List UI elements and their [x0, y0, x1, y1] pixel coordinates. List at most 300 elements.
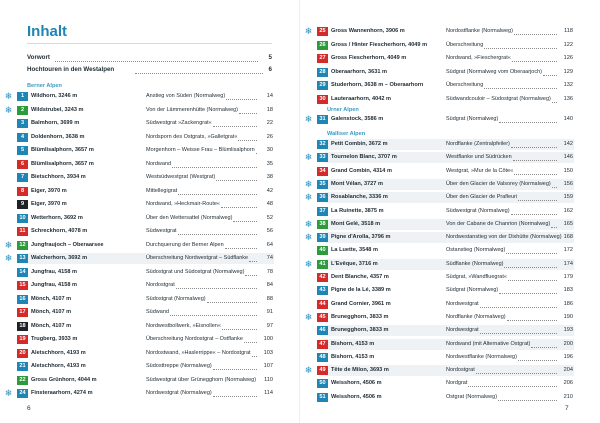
tour-route: Von der Lämmerenhütte (Normalweg)	[146, 106, 239, 113]
tour-route: Südwandcouloir – Südostgrat (Normalweg)	[446, 95, 551, 102]
toc-tour-row[interactable]	[300, 206, 600, 217]
tour-page-number: 165	[563, 220, 573, 227]
toc-tour-row[interactable]	[0, 321, 300, 332]
tour-page-number: 84	[266, 282, 273, 288]
page-number: 7	[565, 405, 569, 412]
toc-label: Vorwort	[27, 54, 50, 61]
leader-dots	[207, 301, 257, 303]
tour-route: Nordostflanke (Normalweg)	[446, 28, 513, 34]
toc-tour-row[interactable]	[300, 365, 600, 376]
tour-name: Gross / Hinter Fiescherhorn, 4049 m	[331, 41, 428, 48]
tour-number-badge: 49	[317, 366, 328, 375]
tour-name: Weisshorn, 4506 m	[331, 393, 382, 400]
leader-dots	[499, 292, 557, 294]
toc-tour-row[interactable]	[300, 219, 600, 230]
tour-route: Ostgrat (Normalweg)	[446, 393, 498, 400]
leader-dots	[480, 306, 557, 308]
tour-page-number: 64	[266, 241, 273, 248]
snowflake-icon: ❄	[304, 152, 313, 163]
tour-name: Mönch, 4107 m	[31, 295, 72, 302]
section-heading-walliser: Walliser Alpen	[327, 131, 366, 137]
tour-number-badge: 46	[317, 326, 328, 335]
tour-name: Weisshorn, 4506 m	[331, 380, 382, 387]
tour-name: Mont Vélan, 3727 m	[331, 180, 383, 187]
leader-dots	[498, 399, 557, 401]
tour-number-badge: 39	[317, 233, 328, 242]
toc-tour-row[interactable]	[300, 259, 600, 270]
tour-route: Morgenhorn – Weisse Frau – Blümlisalphorn	[146, 147, 255, 153]
tour-page-number: 110	[264, 376, 273, 383]
tour-name: Wildhorn, 3246 m	[31, 93, 78, 99]
tour-page-number: 168	[563, 234, 573, 241]
tour-route: Überschreitung Nordostgrat – Ostflanke	[146, 336, 243, 342]
tour-number-badge: 42	[317, 273, 328, 282]
tour-name: Gross Grünhorn, 4044 m	[31, 376, 97, 383]
tour-route: Südwestgrat über Grünegghorn (Normalweg)	[146, 376, 257, 383]
snowflake-icon: ❄	[304, 365, 313, 376]
tour-page-number: 14	[266, 93, 273, 99]
toc-label: Hochtouren in den Westalpen	[27, 66, 115, 73]
snowflake-icon: ❄	[304, 311, 313, 322]
leader-dots	[170, 314, 257, 316]
toc-tour-row[interactable]	[0, 280, 300, 291]
tour-page-number: 97	[266, 322, 273, 329]
tour-number-badge: 50	[317, 379, 328, 388]
tour-route: Nordostgrat	[146, 282, 175, 288]
tour-number-badge: 47	[317, 340, 328, 349]
tour-number-badge: 5	[17, 146, 28, 155]
tour-number-badge: 45	[317, 313, 328, 322]
tour-page-number: 100	[263, 336, 273, 342]
toc-tour-row[interactable]	[300, 80, 600, 91]
toc-tour-row[interactable]	[300, 339, 600, 350]
toc-tour-row[interactable]	[0, 240, 300, 251]
tour-route: Südflanke (Normalweg)	[446, 260, 504, 267]
snowflake-icon: ❄	[4, 253, 13, 263]
toc-tour-row[interactable]	[0, 375, 300, 386]
leader-dots	[508, 279, 557, 281]
tour-page-number: 56	[266, 228, 273, 234]
tour-page-number: 186	[563, 300, 573, 307]
tour-page-number: 88	[266, 295, 273, 302]
toc-tour-row[interactable]	[0, 361, 300, 372]
toc-tour-row[interactable]	[0, 199, 300, 210]
tour-name: Galenstock, 3586 m	[331, 116, 384, 122]
tour-name: Blümlisalphorn, 3657 m	[31, 147, 94, 153]
tour-route: Südgrat (Normalweg vom Oberaarjoch)	[446, 68, 542, 75]
tour-number-badge: 18	[17, 322, 28, 331]
tour-name: Doldenhorn, 3638 m	[31, 133, 85, 140]
toc-tour-row[interactable]	[0, 388, 300, 399]
tour-route: Nordwand, »Fieschergrat«	[446, 55, 511, 61]
tour-route: Südostgrat (Normalweg)	[146, 295, 206, 302]
tour-number-badge: 33	[317, 153, 328, 162]
tour-name: Wetterhorn, 3692 m	[31, 214, 83, 221]
tour-number-badge: 22	[17, 376, 28, 385]
tour-name: Jungfrau, 4158 m	[31, 282, 78, 288]
tour-number-badge: 4	[17, 133, 28, 142]
leader-dots	[213, 368, 257, 370]
section-heading-urner: Urner Alpen	[327, 107, 359, 113]
tour-page-number: 22	[266, 120, 273, 126]
tour-number-badge: 51	[317, 393, 328, 402]
tour-page-number: 146	[563, 154, 573, 161]
tour-name: Gross Fiescherhorn, 4049 m	[331, 55, 407, 61]
tour-route: Südgrat (Normalweg)	[446, 116, 499, 122]
tour-route: Über den Wettersattel (Normalweg)	[146, 214, 233, 221]
tour-name: Gross Wannenhorn, 3906 m	[331, 28, 405, 34]
tour-name: Oberaarhorn, 3631 m	[331, 68, 387, 75]
tour-page-number: 42	[266, 187, 273, 194]
snowflake-icon: ❄	[304, 232, 313, 243]
tour-number-badge: 11	[17, 227, 28, 236]
tour-number-badge: 30	[317, 95, 328, 104]
tour-route: Südosttreppe (Normalweg)	[146, 363, 212, 369]
tour-name: Eiger, 3970 m	[31, 201, 67, 207]
leader-dots	[511, 146, 557, 148]
leader-dots	[213, 395, 257, 397]
tour-name: Trugberg, 3933 m	[31, 336, 78, 342]
leader-dots	[225, 247, 257, 249]
tour-route: Über den Glacier de Valsorey (Normalweg)	[446, 180, 551, 187]
tour-number-badge: 29	[317, 81, 328, 90]
toc-tour-row[interactable]	[300, 352, 600, 363]
tour-route: Südwestgrat	[146, 228, 177, 234]
toc-tour-row[interactable]	[0, 307, 300, 318]
leader-dots	[178, 233, 257, 235]
tour-name: Dent Blanche, 4357 m	[331, 274, 389, 280]
tour-page-number: 190	[563, 313, 573, 320]
toc-tour-row[interactable]	[300, 114, 600, 125]
toc-tour-row[interactable]	[300, 325, 600, 336]
leader-dots	[543, 74, 557, 76]
tour-number-badge: 40	[317, 246, 328, 255]
tour-number-badge: 48	[317, 353, 328, 362]
toc-tour-row[interactable]	[300, 179, 600, 190]
leader-dots	[245, 274, 257, 276]
leader-dots	[222, 328, 257, 330]
leader-dots	[55, 60, 258, 62]
leader-dots	[135, 72, 263, 74]
leader-dots	[518, 199, 557, 201]
tour-page-number: 74	[266, 255, 273, 261]
tour-number-badge: 10	[17, 214, 28, 223]
toc-tour-row[interactable]	[0, 348, 300, 359]
tour-name: Petit Combin, 3672 m	[331, 141, 388, 147]
toc-tour-row[interactable]	[300, 139, 600, 150]
leader-dots	[531, 346, 557, 348]
toc-tour-row[interactable]	[300, 94, 600, 105]
tour-page-number: 162	[563, 207, 573, 214]
section-heading: Berner Alpen	[27, 83, 62, 89]
tour-number-badge: 44	[317, 300, 328, 309]
toc-tour-row[interactable]	[300, 53, 600, 64]
tour-number-badge: 25	[317, 27, 328, 36]
toc-tour-row[interactable]	[0, 213, 300, 224]
toc-tour-row[interactable]	[0, 145, 300, 156]
tour-name: Blümlisalphorn, 3657 m	[31, 160, 94, 167]
snowflake-icon: ❄	[304, 178, 313, 189]
tour-number-badge: 12	[17, 241, 28, 250]
tour-number-badge: 37	[317, 207, 328, 216]
tour-route: Ostanstieg (Normalweg)	[446, 247, 506, 254]
tour-page-number: 206	[563, 380, 573, 387]
tour-route: Nordflanke (Normalweg)	[446, 313, 506, 320]
tour-name: La Ruinette, 3875 m	[331, 207, 384, 214]
tour-page-number: 174	[563, 260, 573, 267]
tour-page-number: 129	[563, 68, 573, 75]
tour-name: Finsteraarhorn, 4274 m	[31, 390, 93, 396]
toc-tour-row[interactable]	[0, 253, 300, 264]
tour-name: Grand Cornier, 3961 m	[331, 300, 391, 307]
tour-number-badge: 38	[317, 220, 328, 229]
leader-dots	[513, 159, 557, 161]
tour-number-badge: 3	[17, 119, 28, 128]
leader-dots	[176, 287, 257, 289]
leader-dots	[511, 213, 557, 215]
tour-route: Südwand	[146, 309, 169, 315]
tour-number-badge: 32	[317, 140, 328, 149]
tour-page-number: 140	[563, 116, 573, 122]
tour-page-number: 204	[563, 367, 573, 374]
tour-number-badge: 43	[317, 286, 328, 295]
tour-name: Walcherhorn, 3692 m	[31, 255, 88, 261]
tour-name: Lauteraarhorn, 4042 m	[331, 95, 392, 102]
tour-number-badge: 41	[317, 260, 328, 269]
tour-number-badge: 14	[17, 268, 28, 277]
snowflake-icon: ❄	[4, 104, 13, 115]
page-title: Inhalt	[27, 23, 67, 40]
leader-dots	[484, 87, 557, 89]
snowflake-icon: ❄	[4, 388, 13, 398]
tour-route: Anstieg von Süden (Normalweg)	[146, 93, 226, 99]
toc-tour-row[interactable]	[300, 192, 600, 203]
tour-route: Westflanke und Südrücken	[446, 154, 512, 161]
tour-page-number: 26	[266, 133, 273, 140]
tour-page-number: 103	[263, 349, 273, 356]
leader-dots	[239, 112, 257, 114]
tour-route: Nordwestgrat	[446, 300, 479, 307]
tour-name: Rosablanche, 3336 m	[331, 194, 388, 201]
tour-page-number: 126	[563, 55, 573, 61]
tour-number-badge: 2	[17, 106, 28, 115]
tour-route: Südostgrat und Südostgrat (Normalweg)	[146, 268, 245, 275]
toc-tour-row[interactable]	[300, 378, 600, 389]
leader-dots	[468, 385, 557, 387]
tour-number-badge: 26	[317, 41, 328, 50]
tour-name: Studerhorn, 3638 m – Oberaarhorn	[331, 82, 424, 88]
tour-number-badge: 15	[17, 281, 28, 290]
tour-number-badge: 13	[17, 254, 28, 263]
leader-dots	[226, 98, 257, 100]
toc-tour-row[interactable]	[300, 166, 600, 177]
toc-entry-hochtouren[interactable]	[27, 64, 272, 76]
tour-name: Mont Gelé, 3518 m	[331, 220, 381, 227]
tour-number-badge: 6	[17, 160, 28, 169]
tour-page-number: 78	[266, 268, 273, 275]
tour-name: Balmhorn, 3699 m	[31, 120, 80, 126]
toc-tour-row[interactable]	[0, 186, 300, 197]
tour-name: Jungfraujoch – Oberaarsee	[31, 241, 104, 248]
tour-route: Durchquerung der Berner Alpen	[146, 241, 224, 248]
tour-name: Tête de Milon, 3693 m	[331, 367, 389, 374]
toc-tour-row[interactable]	[300, 26, 600, 37]
tour-name: Grand Combin, 4314 m	[331, 167, 392, 174]
leader-dots	[172, 166, 257, 168]
tour-page-number: 91	[266, 309, 273, 315]
tour-page-number: 136	[563, 95, 573, 102]
leader-dots	[249, 260, 257, 262]
tour-number-badge: 36	[317, 193, 328, 202]
toc-tour-row[interactable]	[0, 334, 300, 345]
tour-page-number: 142	[563, 141, 573, 147]
tour-route: Südwestgrat »Zackengrat«	[146, 120, 212, 126]
tour-name: Mönch, 4107 m	[31, 309, 72, 315]
tour-name: Brunegghorn, 3833 m	[331, 327, 389, 334]
leader-dots	[499, 121, 557, 123]
leader-dots	[244, 341, 257, 343]
tour-page-number: 122	[563, 41, 573, 48]
snowflake-icon: ❄	[304, 218, 313, 229]
tour-name: Bietschhorn, 3934 m	[31, 174, 86, 180]
toc-tour-row[interactable]	[300, 245, 600, 256]
toc-page: 5	[268, 54, 272, 61]
toc-tour-row[interactable]	[300, 299, 600, 310]
toc-tour-row[interactable]	[300, 272, 600, 283]
tour-page-number: 30	[266, 147, 273, 153]
tour-page-number: 118	[564, 28, 573, 34]
tour-number-badge: 34	[317, 167, 328, 176]
toc-page: 6	[268, 66, 272, 73]
toc-tour-row[interactable]	[0, 172, 300, 183]
tour-name: Mönch, 4107 m	[31, 322, 72, 329]
tour-page-number: 193	[563, 327, 573, 334]
tour-route: Über den Glacier de Prafleuri	[446, 194, 518, 201]
tour-name: La Luette, 3548 m	[331, 247, 378, 254]
tour-number-badge: 21	[17, 362, 28, 371]
toc-tour-row[interactable]	[300, 40, 600, 51]
tour-route: Mittellegigrat	[146, 187, 178, 194]
tour-page-number: 200	[563, 340, 573, 347]
tour-page-number: 196	[563, 353, 573, 360]
toc-tour-row[interactable]	[300, 392, 600, 403]
tour-route: Westsüdwestgrat (Westgrat)	[146, 174, 216, 180]
toc-tour-row[interactable]	[300, 312, 600, 323]
tour-name: Bishorn, 4153 m	[331, 353, 375, 360]
tour-number-badge: 17	[17, 308, 28, 317]
leader-dots	[476, 372, 557, 374]
tour-name: Pigne de la Lé, 3389 m	[331, 287, 391, 294]
tour-number-badge: 8	[17, 187, 28, 196]
tour-page-number: 18	[266, 106, 273, 113]
toc-tour-row[interactable]	[0, 132, 300, 143]
tour-name: Tournelon Blanc, 3707 m	[331, 154, 397, 161]
leader-dots	[512, 60, 557, 62]
toc-tour-row[interactable]	[0, 118, 300, 129]
right-page	[300, 0, 600, 423]
tour-page-number: 159	[563, 194, 573, 201]
tour-name: Wildstrubel, 3243 m	[31, 106, 84, 113]
tour-route: Südwestgrat (Normalweg)	[446, 207, 510, 214]
tour-route: Nordostwand, »Haslerrippe« – Nordostgrat	[146, 349, 251, 356]
tour-route: Nordwestbollwerk, »Eisnollen«	[146, 322, 221, 329]
leader-dots	[507, 319, 557, 321]
leader-dots	[484, 47, 557, 49]
tour-page-number: 150	[563, 167, 573, 174]
leader-dots	[514, 173, 557, 175]
toc-entry-vorwort[interactable]	[27, 52, 272, 64]
tour-route: Nordwestgrat	[446, 327, 479, 334]
tour-name: Pigne d'Arolla, 3796 m	[331, 234, 391, 241]
tour-route: Südgrat (Normalweg)	[446, 287, 499, 294]
tour-page-number: 210	[563, 393, 573, 400]
tour-page-number: 156	[563, 180, 573, 187]
tour-number-badge: 35	[317, 180, 328, 189]
tour-route: Westgrat, »Mur de la Côte«	[446, 167, 514, 174]
leader-dots	[480, 332, 557, 334]
toc-tour-row[interactable]	[0, 105, 300, 116]
tour-name: Bishorn, 4153 m	[331, 340, 375, 347]
tour-name: L'Evêque, 3716 m	[331, 260, 378, 267]
tour-number-badge: 19	[17, 335, 28, 344]
tour-name: Schreckhorn, 4078 m	[31, 228, 88, 234]
snowflake-icon: ❄	[304, 26, 313, 36]
toc-tour-row[interactable]	[300, 152, 600, 163]
tour-page-number: 114	[264, 390, 273, 396]
tour-number-badge: 27	[317, 54, 328, 63]
page-number: 6	[27, 405, 31, 412]
tour-number-badge: 31	[317, 115, 328, 124]
tour-page-number: 48	[266, 201, 273, 207]
snowflake-icon: ❄	[304, 258, 313, 269]
tour-route: Überschreitung	[446, 41, 484, 48]
leader-dots	[178, 193, 257, 195]
tour-route: Überschreitung	[446, 82, 484, 88]
tour-number-badge: 20	[17, 349, 28, 358]
tour-route: Nordflanke (Zentralpfeiler)	[446, 141, 510, 147]
tour-name: Aletschhorn, 4193 m	[31, 349, 86, 356]
tour-route: Nordwand, »Heckmair-Route«	[146, 201, 220, 207]
leader-dots	[238, 139, 257, 141]
tour-route: Nordwestgrat (Normalweg)	[146, 390, 212, 396]
leader-dots	[216, 179, 257, 181]
toc-tour-row[interactable]	[0, 294, 300, 305]
leader-dots	[514, 33, 557, 35]
tour-route: Nordsporn des Ostgrats, »Galletgrat«	[146, 133, 238, 140]
tour-route: Nordgrat	[446, 380, 468, 387]
toc-tour-row[interactable]	[300, 67, 600, 78]
toc-tour-row[interactable]	[300, 232, 600, 243]
tour-number-badge: 1	[17, 92, 28, 101]
tour-route: Nordostgrat	[446, 367, 475, 374]
toc-tour-row[interactable]	[0, 159, 300, 170]
leader-dots	[213, 125, 257, 127]
tour-route: Von der Cabane de Chanrion (Normalweg)	[446, 220, 551, 227]
toc-tour-row[interactable]	[300, 285, 600, 296]
toc-tour-row[interactable]	[0, 267, 300, 278]
toc-tour-row[interactable]	[0, 226, 300, 237]
tour-route: Südgrat, »Wandfluegrat«	[446, 274, 507, 280]
tour-name: Eiger, 3970 m	[31, 187, 67, 194]
tour-route: Nordwestanstieg von der Dixhütte (Normalweg)	[446, 234, 562, 241]
tour-name: Jungfrau, 4158 m	[31, 268, 78, 275]
tour-page-number: 52	[266, 214, 273, 221]
snowflake-icon: ❄	[304, 114, 313, 124]
leader-dots	[518, 359, 557, 361]
tour-page-number: 38	[266, 174, 273, 180]
toc-tour-row[interactable]	[0, 91, 300, 102]
snowflake-icon: ❄	[4, 239, 13, 250]
